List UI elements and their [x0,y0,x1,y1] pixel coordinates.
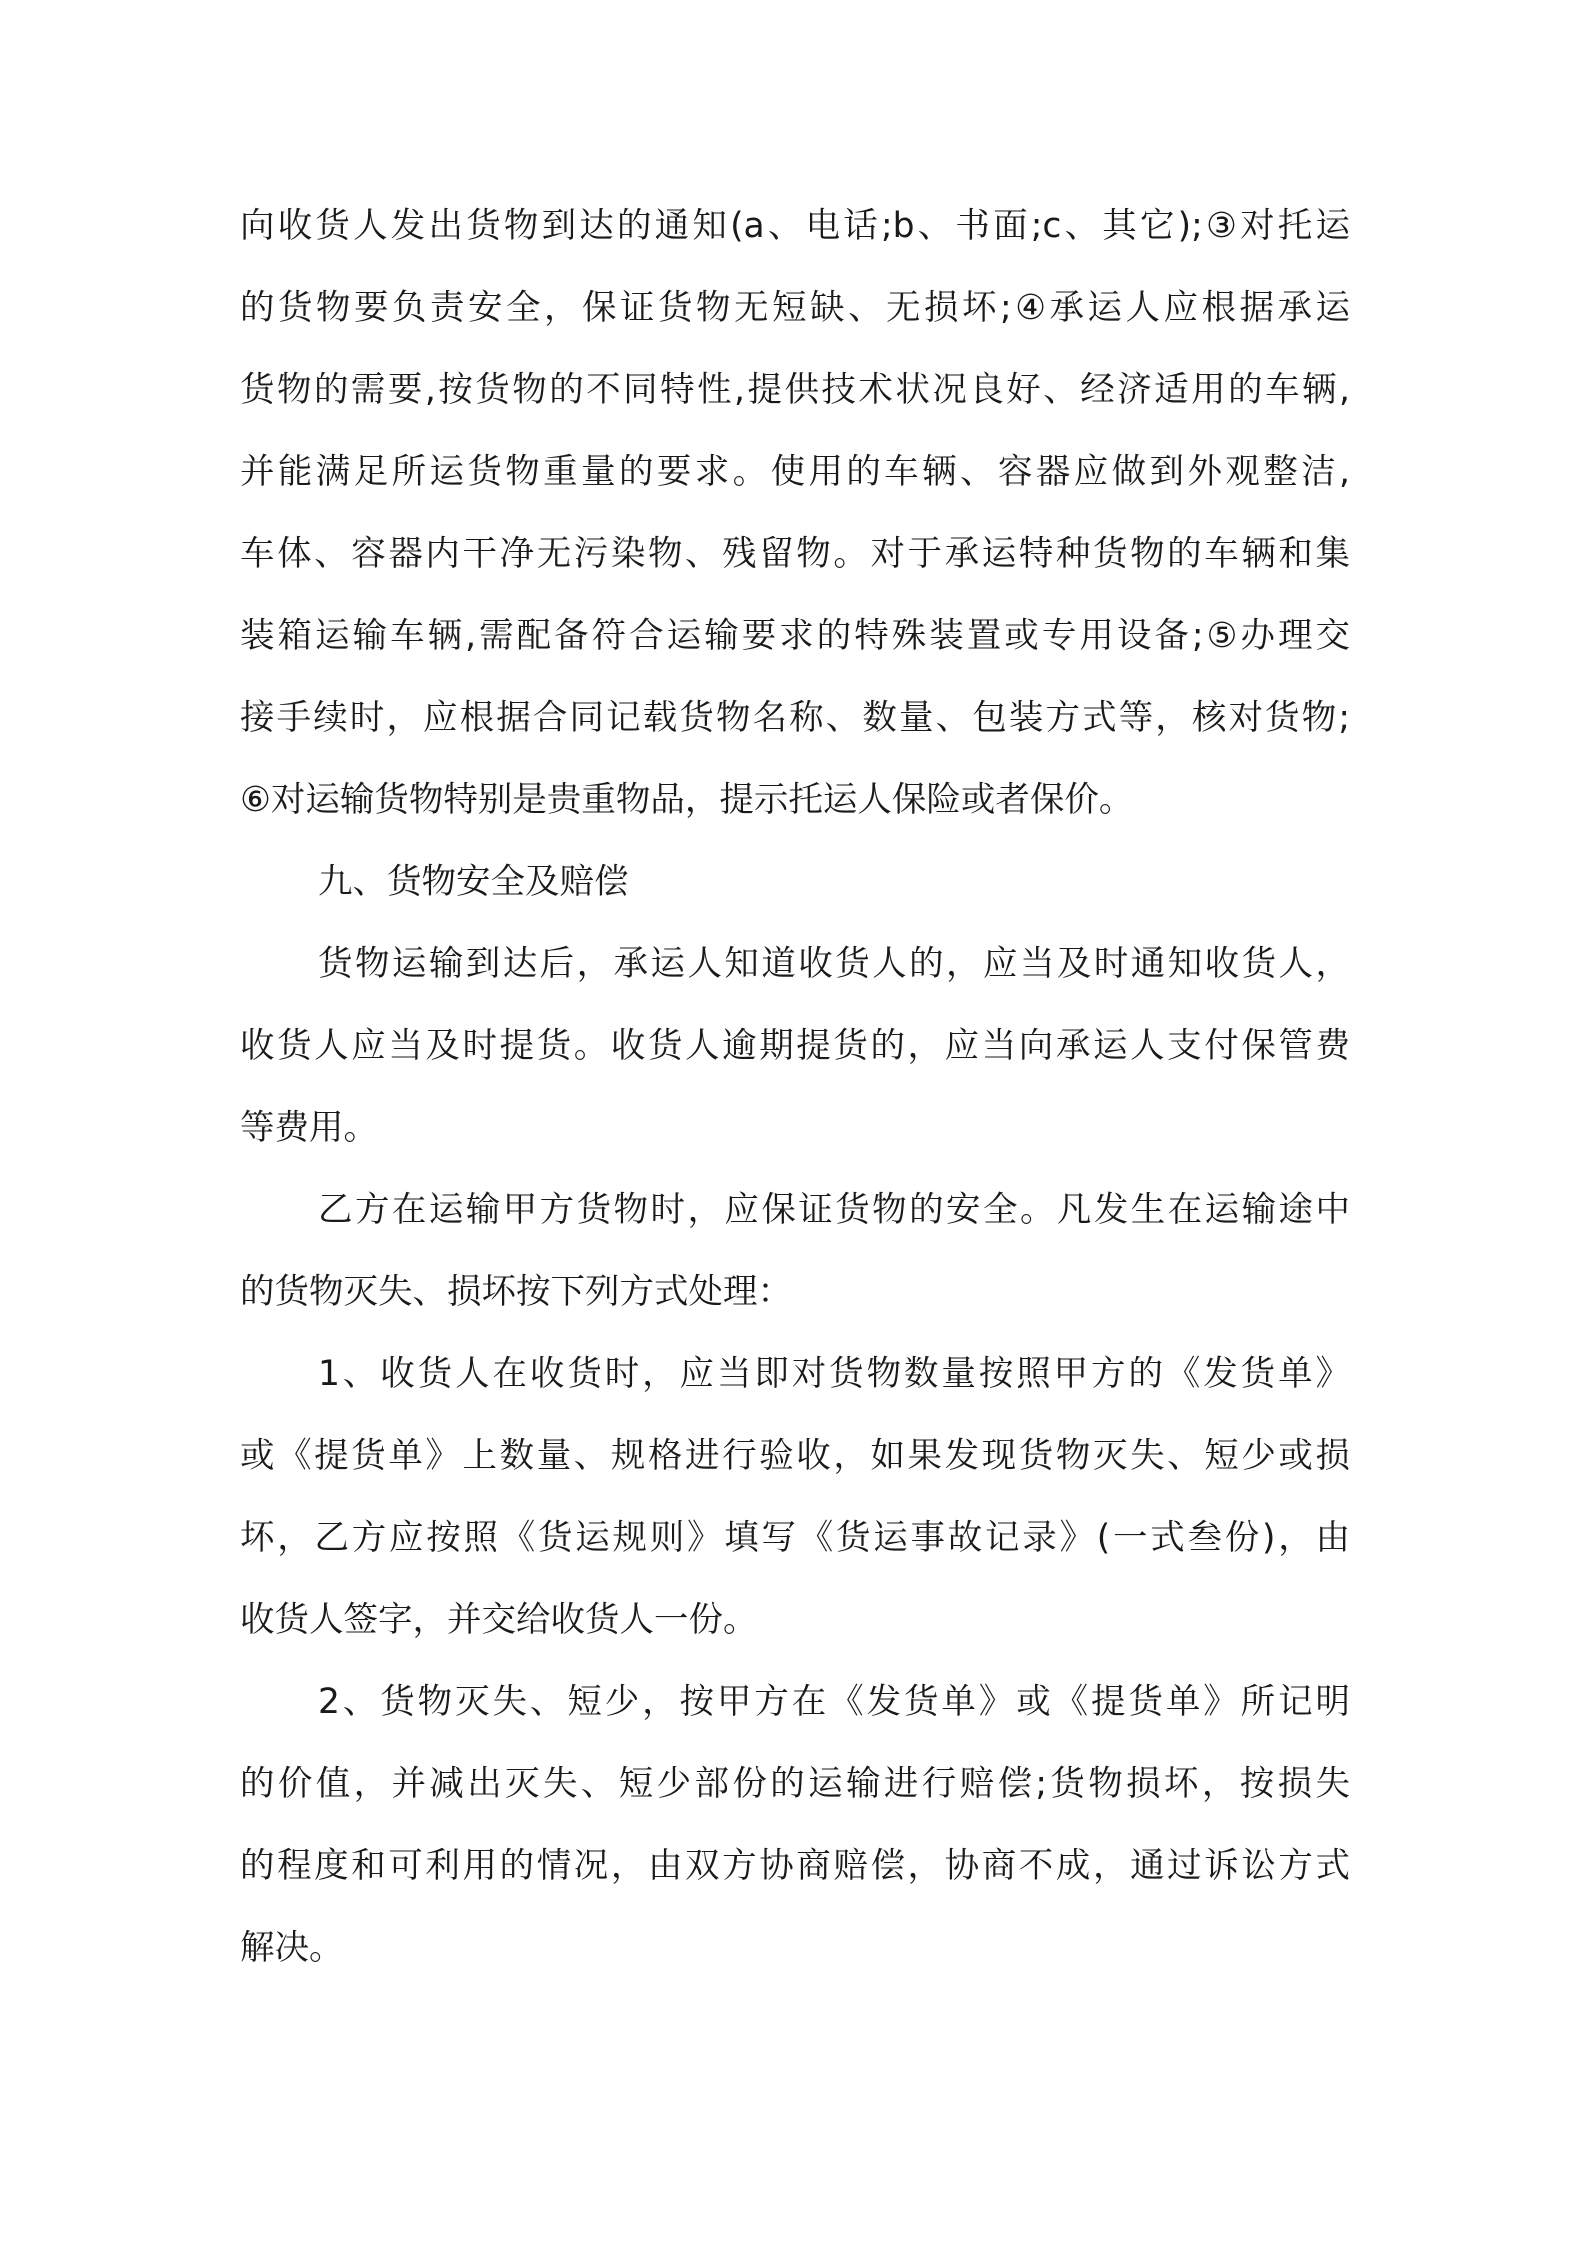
text-line: ⑥对运输货物特别是贵重物品，提示托运人保险或者保价。 [240,780,1134,820]
section-heading: 九、货物安全及赔偿 [318,862,629,902]
text-line: 1、收货人在收货时，应当即对货物数量按照甲方的《发货单》 [318,1354,1350,1394]
text-line: 装箱运输车辆,需配备符合运输要求的特殊装置或专用设备;⑤办理交 [240,616,1350,656]
text-line: 解决。 [240,1928,344,1968]
text-line: 的价值，并减出灭失、短少部份的运输进行赔偿;货物损坏，按损失 [240,1764,1350,1804]
text-line: 收货人签字，并交给收货人一份。 [240,1600,758,1640]
text-line: 并能满足所运货物重量的要求。使用的车辆、容器应做到外观整洁, [240,452,1350,492]
text-line: 的货物灭失、损坏按下列方式处理： [240,1272,792,1312]
text-line: 向收货人发出货物到达的通知(a、电话;b、书面;c、其它);③对托运 [240,206,1350,246]
text-line: 坏，乙方应按照《货运规则》填写《货运事故记录》(一式叁份)，由 [240,1518,1350,1558]
text-line: 的程度和可利用的情况，由双方协商赔偿，协商不成，通过诉讼方式 [240,1846,1350,1886]
text-line: 或《提货单》上数量、规格进行验收，如果发现货物灭失、短少或损 [240,1436,1350,1476]
text-line: 等费用。 [240,1108,378,1148]
text-line: 货物运输到达后，承运人知道收货人的，应当及时通知收货人， [318,944,1350,984]
text-line: 乙方在运输甲方货物时，应保证货物的安全。凡发生在运输途中 [318,1190,1350,1230]
text-line: 收货人应当及时提货。收货人逾期提货的，应当向承运人支付保管费 [240,1026,1350,1066]
text-line: 的货物要负责安全，保证货物无短缺、无损坏;④承运人应根据承运 [240,288,1350,328]
text-line: 接手续时，应根据合同记载货物名称、数量、包装方式等，核对货物; [240,698,1350,738]
text-line: 车体、容器内干净无污染物、残留物。对于承运特种货物的车辆和集 [240,534,1350,574]
text-line: 2、货物灭失、短少，按甲方在《发货单》或《提货单》所记明 [318,1682,1350,1722]
text-line: 货物的需要,按货物的不同特性,提供技术状况良好、经济适用的车辆, [240,370,1350,410]
